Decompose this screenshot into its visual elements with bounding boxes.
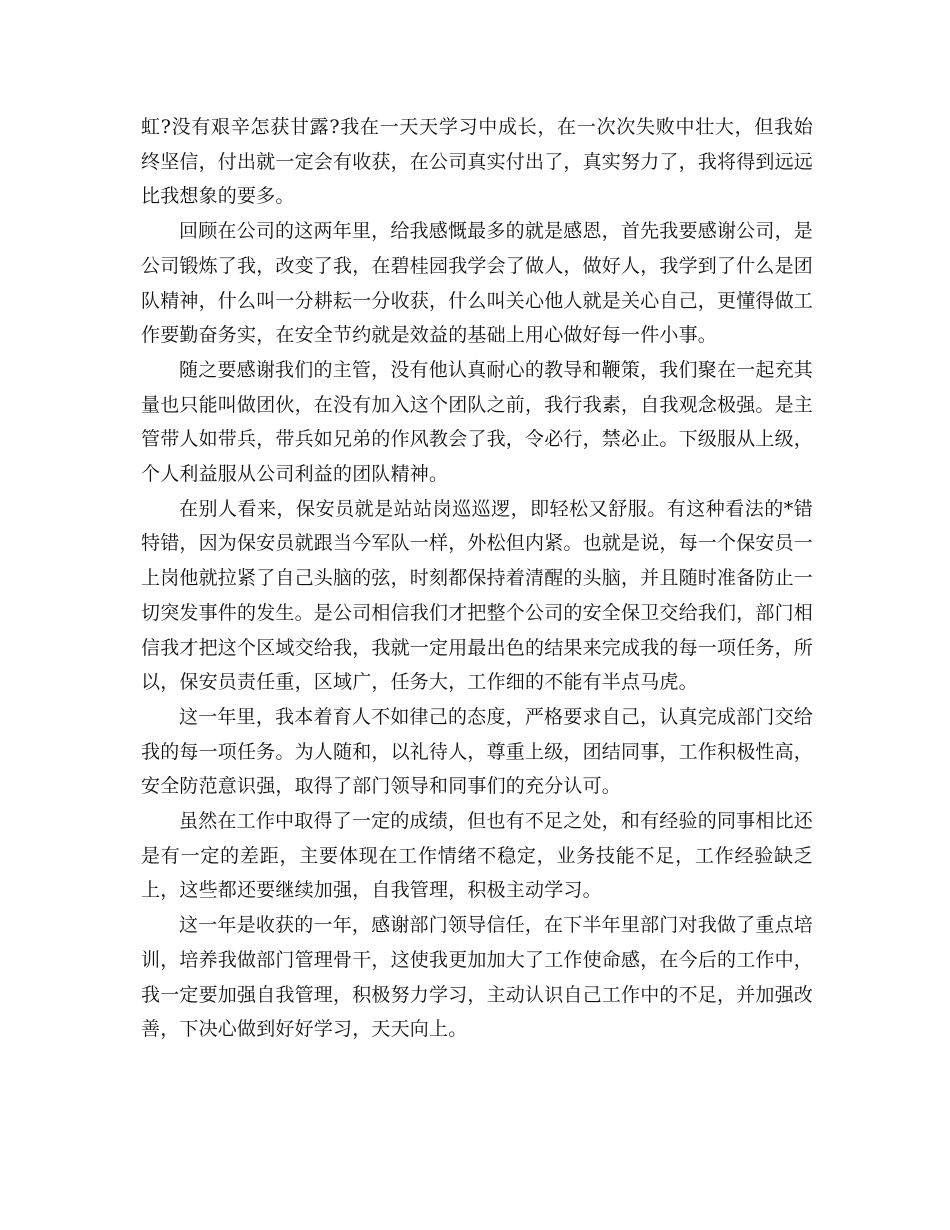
paragraph-2: 回顾在公司的这两年里，给我感慨最多的就是感恩，首先我要感谢公司，是公司锻炼了我，改变了我，在碧桂园我学会了做人，做好人，我学到了什么是团队精神，什么叫一分耕耘一分收获，什么叫关心他人就是关心自己，更懂得做工作要勤奋务实，在安全节约就是效益的基础上用心做好每一件小事。 — [141, 220, 814, 347]
paragraph-7: 这一年是收获的一年，感谢部门领导信任，在下半年里部门对我做了重点培训，培养我做部门管理骨干，这使我更加加大了工作使命感，在今后的工作中，我一定要加强自我管理，积极努力学习，主动认识自己工作中的不足，并加强改善，下决心做到好好学习，天天向上。 — [141, 914, 814, 1041]
document-body — [141, 110, 813, 1047]
paragraph-4: 在别人看来，保安员就是站站岗巡巡逻，即轻松又舒服。有这种看法的*错特错，因为保安员就跟当今军队一样，外松但内紧。也就是说，每一个保安员一上岗他就拉紧了自己头脑的弦，时刻都保持着清醒的头脑，并且随时准备防止一切突发事件的发生。是公司相信我们才把整个公司的安全保卫交给我们，部门相信我才把这个区域交给我，我就一定用最出色的结果来完成我的每一项任务，所以，保安员责任重，区域广，任务大，工作细的不能有半点马虎。 — [141, 497, 814, 694]
paragraph-5: 这一年里，我本着育人不如律己的态度，严格要求自己，认真完成部门交给我的每一项任务。为人随和，以礼待人，尊重上级，团结同事，工作积极性高，安全防范意识强，取得了部门领导和同事们的充分认可。 — [141, 705, 814, 798]
paragraph-3: 随之要感谢我们的主管，没有他认真耐心的教导和鞭策，我们聚在一起充其量也只能叫做团伙，在没有加入这个团队之前，我行我素，自我观念极强。是主管带人如带兵，带兵如兄弟的作风教会了我，令必行，禁必止。下级服从上级，个人利益服从公司利益的团队精神。 — [141, 358, 814, 486]
paragraph-6: 虽然在工作中取得了一定的成绩，但也有不足之处，和有经验的同事相比还是有一定的差距，主要体现在工作情绪不稳定，业务技能不足，工作经验缺乏上，这些都还要继续加强，自我管理，积极主动学习。 — [141, 810, 813, 902]
paragraph-1: 虹?没有艰辛怎获甘露?我在一天天学习中成长，在一次次失败中壮大，但我始终坚信，付出就一定会有收获，在公司真实付出了，真实努力了，我将得到远远比我想象的要多。 — [141, 116, 814, 208]
